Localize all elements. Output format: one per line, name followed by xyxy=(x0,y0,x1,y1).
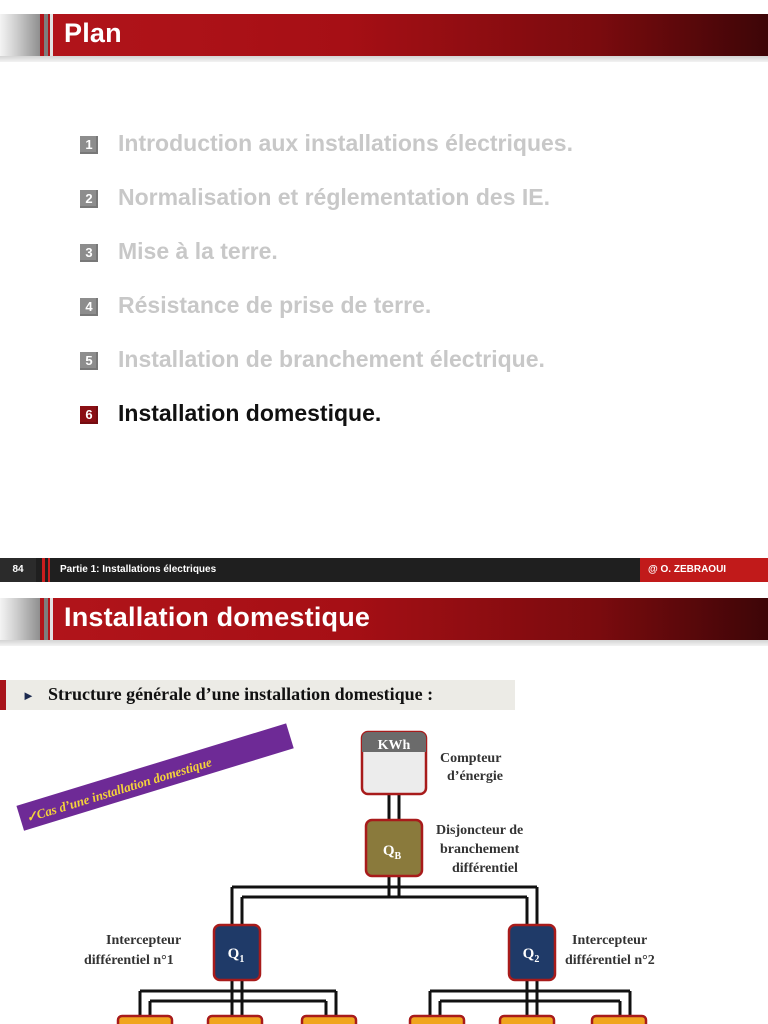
case-stamp xyxy=(16,723,293,830)
slide-installation-domestique xyxy=(0,584,768,1024)
meter-desc-line2: d’énergie xyxy=(447,769,503,784)
slide-title: Installation domestique xyxy=(64,602,371,632)
slide-title: Plan xyxy=(64,18,122,48)
breaker-qb xyxy=(366,820,422,876)
footer-divider xyxy=(42,558,45,582)
interceptor-label: $Q_2$ xyxy=(522,946,540,965)
plan-item-label-active: Installation domestique. xyxy=(118,400,382,426)
plan-item-label: Introduction aux installations électriques. xyxy=(118,130,573,156)
circuit-breaker xyxy=(500,1016,554,1024)
interceptor-q1 xyxy=(214,925,260,980)
circuit-breaker xyxy=(118,1016,172,1024)
interceptor2-desc-line2: différentiel n°2 xyxy=(565,953,655,968)
circuit-breaker xyxy=(302,1016,356,1024)
interceptor1-desc-line1: Intercepteur xyxy=(106,933,182,948)
interceptor2-desc-line1: Intercepteur xyxy=(572,933,648,948)
breaker-desc-line2: branchement xyxy=(440,842,520,857)
stamp-text: ✓Cas d’une installation domestique xyxy=(24,754,214,826)
meter-desc-line1: Compteur xyxy=(440,751,502,766)
plan-item-number: 6 xyxy=(80,406,98,424)
title-bar-divider xyxy=(50,14,53,56)
title-bar-accent xyxy=(0,14,40,56)
plan-item-label: Résistance de prise de terre. xyxy=(118,292,432,318)
plan-item-number: 4 xyxy=(80,298,98,316)
meter-label: KWh xyxy=(377,738,411,753)
slide-footer xyxy=(0,558,768,582)
interceptor1-desc-line2: différentiel n°1 xyxy=(84,953,174,968)
circuit-breaker xyxy=(410,1016,464,1024)
plan-item-number: 5 xyxy=(80,352,98,370)
breaker-desc-line1: Disjoncteur de xyxy=(436,823,524,838)
title-bar xyxy=(0,14,768,56)
circuit-breaker xyxy=(592,1016,646,1024)
energy-meter xyxy=(362,732,426,794)
footer-author: @ O. ZEBRAOUI xyxy=(640,558,768,582)
breaker-desc-line3: différentiel xyxy=(452,861,518,876)
section-heading-text: Structure générale d’une installation domestique : xyxy=(48,684,434,704)
title-bar-divider xyxy=(44,14,48,56)
title-underline xyxy=(0,56,768,62)
plan-item-label: Installation de branchement électrique. xyxy=(118,346,545,372)
breaker-label: $Q_B$ xyxy=(382,843,402,862)
circuit-breaker xyxy=(208,1016,262,1024)
plan-item-label: Normalisation et réglementation des IE. xyxy=(118,184,550,210)
page-number: 84 xyxy=(0,558,36,582)
footer-divider xyxy=(48,558,50,582)
plan-item-label: Mise à la terre. xyxy=(118,238,278,264)
triangle-bullet-icon: ► xyxy=(22,688,35,703)
plan-item-number: 2 xyxy=(80,190,98,208)
installation-diagram xyxy=(0,584,768,1024)
plan-item-number: 1 xyxy=(80,136,98,154)
footer-text: Partie 1: Installations électriques xyxy=(60,564,217,575)
interceptor-label: $Q_1$ xyxy=(227,946,245,965)
plan-item-number: 3 xyxy=(80,244,98,262)
interceptor-q2 xyxy=(509,925,555,980)
